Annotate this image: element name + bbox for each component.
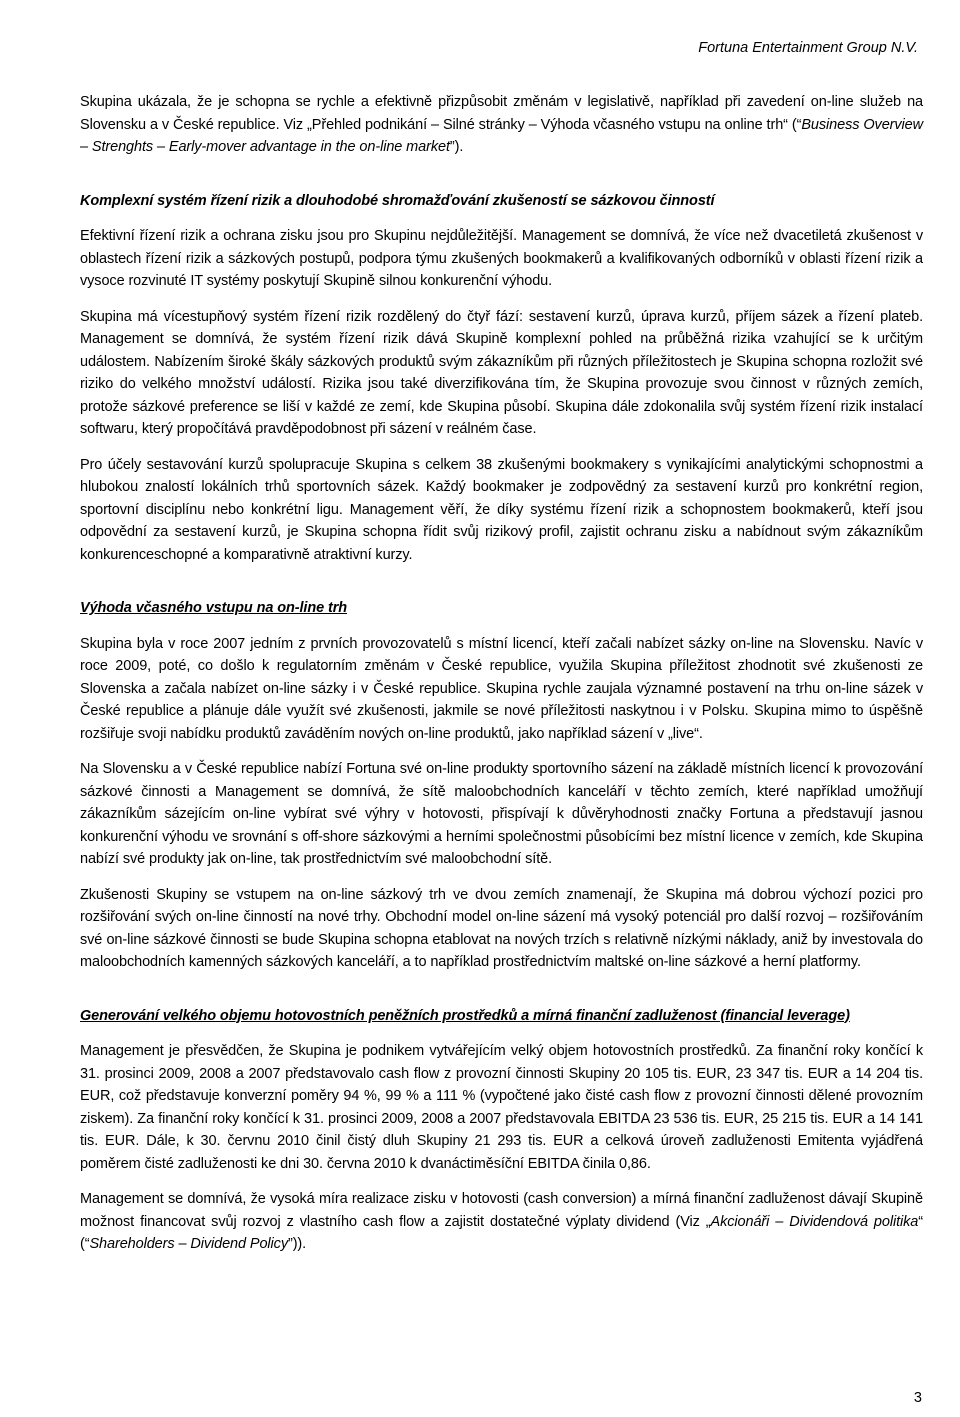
paragraph-risk-2: Skupina má vícestupňový systém řízení rizik rozdělený do čtyř fází: sestavení kurzů, úprava kurzů, příjem sázek a řízení plateb. Management se domnívá, že systém řízení rizik dává Skupině komplexní pohled na průběžná rizika vzahující se k určitým událostem. Nabízením široké škály sázkových produktů svým zákazníkům při různých příležitostech je Skupina schopna rozložit své riziko do velkého množství událostí. Rizika jsou také diverzifikována tím, že Skupina provozuje svou činnost v různých zemích, protože sázkové preference se liší v každé ze zemí, kde Skupina působí. Skupina dále zdokonalila svůj systém řízení rizik instalací softwaru, který propočítává pravděpodobnost při sázení v reálném čase. [80,308,923,437]
text-span: ”). [449,139,464,155]
english-reference: Business Overview – Strenghts – Early-mover advantage in the on-line market [80,116,924,155]
section-heading-early-mover: Výhoda včasného vstupu na on-line trh [80,600,348,616]
paragraph-online-2: Na Slovensku a v České republice nabízí Fortuna své on-line produkty sportovního sázení na základě místních licencí k provozování sázkové činnosti a Management se domnívá, že sítě maloobchodních kanceláří v těchto zemích, které například umožňují zákazníkům sázejícím on-line vybírat své výhry v hotovosti, přispívají k důvěryhodnosti značky Fortuna a představují jasnou konkurenční výhodu ve srovnání s off-shore sázkovými a herními společnostmi působícími bez místní licence v zemích, kde Skupina nabízí své produkty jak on-line, tak prostřednictvím své maloobchodní sítě. [80,761,923,867]
paragraph-online-1: Skupina byla v roce 2007 jedním z prvních provozovatelů s místní licencí, kteří začali nabízet sázky on-line na Slovensku. Navíc v roce 2009, poté, co došlo k regulatorním změnám v České republice, využila Skupina příležitost zhodnotit své zkušenosti ze Slovenska a začala nabízet on-line sázky i v České republice. Skupina rychle zaujala významné postavení na trhu on-line sázek v České republice a plánuje dále využít své zkušenosti, jakmile se nové příležitosti naskytnou i v Polsku. Skupina mimo to úspěšně rozšiřuje svoji nabídku produktů zaváděním nových on-line produktů, jako například sázení v „live“. [80,635,923,742]
english-reference: Shareholders – Dividend Policy [89,1236,288,1252]
document-body [80,91,923,1256]
text-span: Skupina ukázala, že je schopna se rychle a efektivně přizpůsobit změnám v legislativě, například při zavedení on-line služeb na Slovensku a v České republice. Viz „Přehled podnikání – Silné stránky – Výhoda včasného vstupu na online trh“ (“ [80,94,923,133]
page-number: 3 [913,1390,922,1406]
paragraph-intro [80,91,923,159]
paragraph-risk-1: Efektivní řízení rizik a ochrana zisku jsou pro Skupinu nejdůležitější. Management se domnívá, že více než dvacetiletá zkušenost v oblastech řízení rizik a sázkových postupů, podpora týmu zkušených bookmakerů a kvalifikovaných odborníků v oblasti řízení rizik a vysoce rozvinuté IT systémy poskytují Skupině silnou konkurenční výhodu. [80,228,923,289]
text-span: Management se domnívá, že vysoká míra realizace zisku v hotovosti (cash conversion) a mírná finanční zadluženost dávají Skupině možnost financovat svůj rozvoj z vlastního cash flow a zajistit dostatečné výplaty dividend (Viz „ [80,1191,923,1230]
paragraph-cash-1: Management je přesvědčen, že Skupina je podnikem vytvářejícím velký objem hotovostních prostředků. Za finanční roky končící k 31. prosinci 2009, 2008 a 2007 představovalo cash flow z provozní činnosti Skupiny 20 105 tis. EUR, 23 347 tis. EUR a 14 204 tis. EUR, což představuje konverzní poměry 94 %, 99 % a 111 % (vypočtené jako čisté cash flow z provozní činnosti dělené provozním ziskem). Za finanční roky končící k 31. prosinci 2009, 2008 a 2007 představovala EBITDA 23 536 tis. EUR, 25 215 tis. EUR a 14 141 tis. EUR. Dále, k 30. červnu 2010 činil čistý dluh Skupiny 21 293 tis. EUR a celková úroveň zadluženosti Emitenta vyjádřená poměrem čisté zadluženosti ke dni 30. června 2010 k dvanáctiměsíční EBITDA činila 0,86. [80,1043,923,1172]
running-header: Fortuna Entertainment Group N.V. [698,40,918,56]
section-heading-risk: Komplexní systém řízení rizik a dlouhodobé shromažďování zkušeností se sázkovou činností [80,192,715,209]
paragraph-online-3: Zkušenosti Skupiny se vstupem na on-line sázkový trh ve dvou zemích znamenají, že Skupina má dobrou výchozí pozici pro rozšiřování svých on-line činností na nové trhy. Obchodní model on-line sázení má vysoký potenciál pro další rozvoj – rozšiřováním své on-line sázkové činnosti se bude Skupina schopna etablovat na nových trzích s relativně nízkými náklady, aniž by investovala do maloobchodních kamenných sázkových kanceláří, a to například prostřednictvím maltské on-line sázkové a herní platformy. [80,886,923,970]
text-span: “ (“ [80,1213,923,1252]
czech-reference: Akcionáři – Dividendová politika [710,1213,919,1230]
paragraph-cash-2 [80,1188,923,1256]
text-span: ”)). [287,1236,307,1252]
section-heading-cash: Generování velkého objemu hotovostních peněžních prostředků a mírná finanční zadluženost (financial leverage) [80,1007,850,1024]
paragraph-risk-3: Pro účely sestavování kurzů spolupracuje Skupina s celkem 38 zkušenými bookmakery s vynikajícími analytickými schopnostmi a hlubokou znalostí lokálních trhů sportovních sázek. Každý bookmaker je zodpovědný za sestavení kurzů pro konkrétní region, sportovní disciplínu nebo konkrétní ligu. Management věří, že díky systému řízení rizik a schopnostem bookmakerů, kteří jsou odpovědní za sestavení kurzů, je Skupina schopna řídit svůj rizikový profil, zajistit ochranu zisku a nabídnout svým zákazníkům konkurenceschopné a komparativně atraktivní kurzy. [80,456,923,563]
